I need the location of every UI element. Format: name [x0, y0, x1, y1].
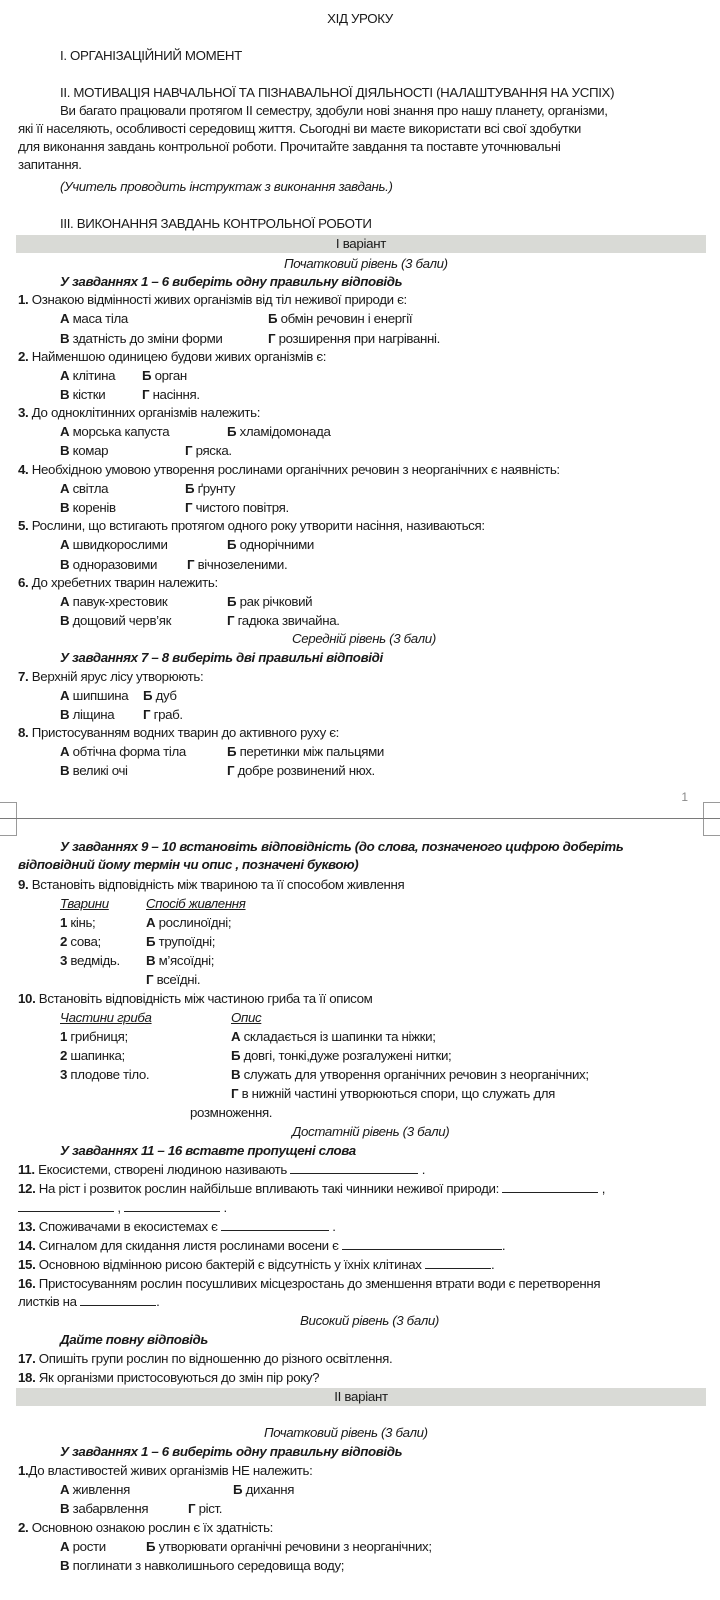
- item-marker: 9.: [18, 877, 29, 892]
- item-text: поглинати з навколишнього середовища воду;: [72, 1558, 345, 1573]
- answer-blank[interactable]: [425, 1256, 491, 1269]
- question-7: [18, 668, 203, 685]
- item-marker: Б: [233, 1482, 243, 1497]
- item-text: Ознакою відмінності живих організмів від тіл неживої природи є:: [31, 292, 407, 307]
- item-marker: Г: [143, 707, 151, 722]
- question-4: [18, 461, 560, 478]
- option: [143, 706, 183, 723]
- question-17: [18, 1350, 392, 1367]
- item-text: .: [490, 1257, 495, 1272]
- item-marker: Б: [227, 537, 237, 552]
- option: [143, 687, 177, 704]
- item-marker: Б: [227, 424, 237, 439]
- item-marker: Г: [188, 1501, 196, 1516]
- item-text: трупоїдні;: [158, 934, 216, 949]
- item-text: До властивостей живих організмів НЕ належить:: [28, 1463, 313, 1478]
- item-text: На ріст і розвиток рослин найбільше впливають такі чинники неживої природи:: [38, 1181, 499, 1196]
- item-marker: 1: [60, 1029, 68, 1044]
- item-text: орган: [154, 368, 187, 383]
- item-text: насіння.: [152, 387, 200, 402]
- item-text: Верхній ярус лісу утворюють:: [31, 669, 204, 684]
- item-marker: Г: [187, 557, 195, 572]
- page-corner-mark: [703, 802, 720, 819]
- item-text: Опишіть групи рослин по відношенню до різного освітлення.: [38, 1351, 393, 1366]
- item-text: однорічними: [239, 537, 314, 552]
- option: [227, 612, 340, 629]
- question-14: [18, 1237, 505, 1254]
- item-text: ,: [117, 1200, 121, 1215]
- section-1-heading: І. ОРГАНІЗАЦІЙНИЙ МОМЕНТ: [60, 48, 242, 63]
- item-text: гадюка звичайна.: [237, 613, 340, 628]
- section-2-para-line: Ви багато працювали протягом ІІ семестру, здобули нові знання про нашу планету, організми,: [60, 103, 608, 118]
- question-12: [18, 1180, 605, 1197]
- option: [188, 1500, 222, 1517]
- item-text: великі очі: [72, 763, 128, 778]
- section-3-heading: ІІІ. ВИКОНАННЯ ЗАВДАНЬ КОНТРОЛЬНОЇ РОБОТИ: [60, 216, 372, 231]
- item-marker: В: [60, 500, 70, 515]
- item-text: .: [223, 1200, 227, 1215]
- item-text: рости: [72, 1539, 106, 1554]
- item-marker: В: [60, 387, 70, 402]
- item-marker: Б: [146, 1539, 156, 1554]
- item-text: Встановіть відповідність між твариною та її способом живлення: [31, 877, 405, 892]
- item-text: рак річковий: [239, 594, 313, 609]
- item-marker: Г: [231, 1086, 239, 1101]
- match-left-item: [60, 1047, 125, 1064]
- item-text: граб.: [153, 707, 183, 722]
- item-marker: А: [146, 915, 156, 930]
- match-right-item: [231, 1028, 436, 1045]
- column-header: Частини гриба: [60, 1010, 152, 1025]
- item-text: Пристосуванням водних тварин до активного руху є:: [31, 725, 339, 740]
- item-marker: Б: [142, 368, 152, 383]
- item-text: Найменшою одиницею будови живих організмів є:: [31, 349, 327, 364]
- page-corner-mark: [0, 819, 17, 836]
- item-text: ряска.: [195, 443, 232, 458]
- level-heading: Початковий рівень (3 бали): [264, 1425, 428, 1440]
- variant-1-label: І варіант: [335, 236, 387, 251]
- option: [227, 593, 312, 610]
- item-text: швидкорослими: [72, 537, 168, 552]
- item-text: .: [156, 1294, 160, 1309]
- instruction: У завданнях 9 – 10 встановіть відповідність (до слова, позначеного цифрою доберіть: [60, 839, 624, 854]
- item-text: грибниця;: [70, 1029, 128, 1044]
- option: [185, 499, 289, 516]
- item-text: всеїдні.: [156, 972, 201, 987]
- item-marker: 18.: [18, 1370, 36, 1385]
- item-marker: В: [60, 557, 70, 572]
- option: [60, 1500, 148, 1517]
- item-marker: А: [60, 594, 70, 609]
- item-marker: 1: [60, 915, 68, 930]
- match-left-item: [60, 914, 95, 931]
- option: [60, 612, 171, 629]
- item-marker: 13.: [18, 1219, 36, 1234]
- option: [60, 1481, 130, 1498]
- item-text: листків на: [18, 1294, 77, 1309]
- item-text: чистого повітря.: [195, 500, 289, 515]
- option: [227, 536, 314, 553]
- item-text: ліщина: [72, 707, 115, 722]
- option: [227, 762, 375, 779]
- item-text: в нижній частині утворюються спори, що служать для: [241, 1086, 556, 1101]
- question-1: [18, 291, 407, 308]
- item-text: довгі, тонкі,дуже розгалужені нитки;: [243, 1048, 452, 1063]
- match-left-item: [60, 952, 120, 969]
- item-marker: Б: [231, 1048, 241, 1063]
- item-marker: 1.: [18, 292, 29, 307]
- item-marker: 10.: [18, 991, 36, 1006]
- item-marker: Г: [268, 331, 276, 346]
- match-right-item: [231, 1085, 555, 1102]
- item-text: утворювати органічні речовини з неорганічних;: [158, 1539, 432, 1554]
- item-marker: А: [60, 688, 70, 703]
- v2-question-2: [18, 1519, 273, 1536]
- option: [60, 762, 128, 779]
- option: [60, 386, 105, 403]
- answer-blank[interactable]: [221, 1218, 329, 1231]
- question-5: [18, 517, 485, 534]
- item-marker: 11.: [18, 1162, 35, 1177]
- item-text: маса тіла: [72, 311, 128, 326]
- instruction: У завданнях 11 – 16 вставте пропущені слова: [60, 1143, 356, 1158]
- item-marker: В: [60, 613, 70, 628]
- item-marker: 16.: [18, 1276, 36, 1291]
- item-text: плодове тіло.: [70, 1067, 150, 1082]
- question-6: [18, 574, 218, 591]
- item-marker: Г: [146, 972, 154, 987]
- level-heading: Високий рівень (3 бали): [300, 1313, 439, 1328]
- item-text: Сигналом для скидання листя рослинами восени є: [38, 1238, 339, 1253]
- item-marker: А: [60, 311, 70, 326]
- answer-blank[interactable]: [124, 1199, 220, 1212]
- instruction: У завданнях 7 – 8 виберіть дві правильні відповіді: [60, 650, 383, 665]
- item-marker: В: [146, 953, 156, 968]
- column-header: Тварини: [60, 896, 109, 911]
- item-text: До хребетних тварин належить:: [31, 575, 218, 590]
- variant-2-label: ІІ варіант: [334, 1389, 388, 1404]
- item-text: дихання: [245, 1482, 295, 1497]
- item-marker: Г: [185, 500, 193, 515]
- item-text: служать для утворення органічних речовин з неорганічних;: [243, 1067, 589, 1082]
- match-left-item: [60, 1028, 128, 1045]
- question-13: [18, 1218, 336, 1235]
- variant-2-banner: [16, 1388, 706, 1406]
- option: [60, 330, 222, 347]
- option: [60, 593, 167, 610]
- question-9: [18, 876, 404, 893]
- item-marker: 1.: [18, 1463, 29, 1478]
- item-text: дощовий черв’як: [72, 613, 172, 628]
- item-text: шипшина: [72, 688, 129, 703]
- match-left-item: [60, 933, 101, 950]
- question-10: [18, 990, 372, 1007]
- item-marker: 6.: [18, 575, 29, 590]
- match-right-item-cont: розмноження.: [190, 1105, 273, 1120]
- match-right-item: [146, 971, 200, 988]
- item-marker: 3: [60, 953, 68, 968]
- item-marker: 2.: [18, 1520, 29, 1535]
- item-text: дуб: [155, 688, 177, 703]
- instruction: Дайте повну відповідь: [60, 1332, 208, 1347]
- item-text: кінь;: [70, 915, 96, 930]
- question-2: [18, 348, 326, 365]
- page-break-line: [0, 818, 720, 819]
- question-12-cont: [18, 1199, 227, 1216]
- option: [60, 499, 116, 516]
- v2-question-1: [18, 1462, 312, 1479]
- option: [60, 423, 169, 440]
- item-text: рослиноїдні;: [158, 915, 232, 930]
- question-15: [18, 1256, 494, 1273]
- item-marker: Г: [185, 443, 193, 458]
- item-marker: Б: [146, 934, 156, 949]
- item-text: розширення при нагріванні.: [278, 331, 440, 346]
- question-8: [18, 724, 339, 741]
- item-marker: В: [60, 1501, 70, 1516]
- item-text: .: [421, 1162, 426, 1177]
- item-marker: 7.: [18, 669, 29, 684]
- answer-blank[interactable]: [502, 1180, 598, 1193]
- item-text: Основною відмінною рисою бактерій є відсутність у їхніх клітинах: [38, 1257, 422, 1272]
- item-marker: В: [60, 331, 70, 346]
- page-number: 1: [681, 790, 688, 804]
- item-marker: А: [60, 537, 70, 552]
- item-marker: 2: [60, 1048, 68, 1063]
- item-text: Як організми пристосовуються до змін пір року?: [38, 1370, 320, 1385]
- item-text: До одноклітинних організмів належить:: [31, 405, 261, 420]
- item-marker: 2: [60, 934, 68, 949]
- item-marker: 5.: [18, 518, 29, 533]
- item-marker: 2.: [18, 349, 29, 364]
- option: [142, 386, 200, 403]
- answer-blank[interactable]: [342, 1237, 502, 1250]
- item-text: .: [332, 1219, 336, 1234]
- question-18: [18, 1369, 319, 1386]
- item-text: ріст.: [198, 1501, 223, 1516]
- variant-1-banner: [16, 235, 706, 253]
- instruction: У завданнях 1 – 6 виберіть одну правильну відповідь: [60, 274, 403, 289]
- item-marker: 8.: [18, 725, 29, 740]
- option: [60, 367, 115, 384]
- match-right-item: [146, 952, 214, 969]
- option: [60, 1557, 344, 1574]
- option: [268, 330, 440, 347]
- item-text: шапинка;: [70, 1048, 125, 1063]
- item-text: обмін речовин і енергії: [280, 311, 413, 326]
- lesson-title: ХІД УРОКУ: [327, 11, 393, 26]
- item-text: перетинки між пальцями: [239, 744, 384, 759]
- item-text: ведмідь.: [70, 953, 120, 968]
- option: [60, 687, 128, 704]
- match-right-item: [146, 914, 231, 931]
- section-2-para-line: для виконання завдань контрольної роботи. Прочитайте завдання та поставте уточнювальні: [18, 139, 561, 154]
- item-text: Споживачами в екосистемах є: [38, 1219, 218, 1234]
- item-text: світла: [72, 481, 109, 496]
- item-marker: 17.: [18, 1351, 36, 1366]
- item-text: коренів: [72, 500, 116, 515]
- item-text: сова;: [70, 934, 101, 949]
- level-heading: Початковий рівень (3 бали): [284, 256, 448, 271]
- option: [60, 556, 157, 573]
- item-marker: 14.: [18, 1238, 36, 1253]
- item-marker: А: [231, 1029, 241, 1044]
- question-11: [18, 1161, 425, 1178]
- item-marker: В: [60, 763, 70, 778]
- option: [187, 556, 287, 573]
- item-marker: В: [60, 1558, 70, 1573]
- column-header: Опис: [231, 1010, 262, 1025]
- match-right-item: [146, 933, 215, 950]
- item-text: обтічна форма тіла: [72, 744, 186, 759]
- item-text: Пристосуванням рослин посушливих місцезростань до зменшення втрати води є перетворення: [38, 1276, 601, 1291]
- item-marker: Б: [143, 688, 153, 703]
- item-marker: Б: [185, 481, 195, 496]
- option: [60, 480, 108, 497]
- item-text: здатність до зміни форми: [72, 331, 223, 346]
- answer-blank[interactable]: [18, 1199, 114, 1212]
- section-2-para-line: які її населяють, особливості середовищ життя. Сьогодні ви маєте використати всі свої здобутки: [18, 121, 581, 136]
- section-2-para-line: запитання.: [18, 157, 82, 172]
- item-text: павук-хрестовик: [72, 594, 168, 609]
- page-corner-mark: [0, 802, 17, 819]
- question-16: [18, 1275, 600, 1292]
- item-marker: Г: [227, 763, 235, 778]
- level-heading: Середній рівень (3 бали): [292, 631, 436, 646]
- option: [268, 310, 412, 327]
- option: [146, 1538, 432, 1555]
- option: [227, 743, 384, 760]
- item-marker: 12.: [18, 1181, 36, 1196]
- item-text: Встановіть відповідність між частиною гриба та її описом: [38, 991, 373, 1006]
- item-text: одноразовими: [72, 557, 158, 572]
- item-text: Необхідною умовою утворення рослинами органічних речовин з неорганічних є наявність:: [31, 462, 560, 477]
- item-marker: А: [60, 424, 70, 439]
- page-corner-mark: [703, 819, 720, 836]
- item-marker: А: [60, 481, 70, 496]
- item-marker: А: [60, 368, 70, 383]
- option: [233, 1481, 294, 1498]
- instruction: відповідний йому термін чи опис , позначені буквою): [18, 857, 359, 872]
- item-marker: А: [60, 744, 70, 759]
- option: [227, 423, 331, 440]
- option: [142, 367, 187, 384]
- instruction: У завданнях 1 – 6 виберіть одну правильну відповідь: [60, 1444, 403, 1459]
- option: [60, 1538, 106, 1555]
- item-marker: 4.: [18, 462, 29, 477]
- item-marker: 3: [60, 1067, 68, 1082]
- item-marker: Б: [268, 311, 278, 326]
- section-2-heading: ІІ. МОТИВАЦІЯ НАВЧАЛЬНОЇ ТА ПІЗНАВАЛЬНОЇ ДІЯЛЬНОСТІ (НАЛАШТУВАННЯ НА УСПІХ): [60, 85, 615, 100]
- item-marker: 3.: [18, 405, 29, 420]
- item-marker: В: [60, 443, 70, 458]
- option: [60, 310, 128, 327]
- item-text: забарвлення: [72, 1501, 149, 1516]
- item-marker: 15.: [18, 1257, 36, 1272]
- teacher-note: (Учитель проводить інструктаж з виконання завдань.): [60, 179, 393, 194]
- item-text: комар: [72, 443, 109, 458]
- item-text: живлення: [72, 1482, 130, 1497]
- item-marker: Г: [142, 387, 150, 402]
- item-text: клітина: [72, 368, 116, 383]
- item-text: кістки: [72, 387, 106, 402]
- item-text: складається із шапинки та ніжки;: [243, 1029, 436, 1044]
- column-header: Спосіб живлення: [146, 896, 246, 911]
- question-3: [18, 404, 260, 421]
- item-marker: Г: [227, 613, 235, 628]
- option: [60, 442, 108, 459]
- item-text: Екосистеми, створені людиною називають: [38, 1162, 287, 1177]
- item-text: вічнозеленими.: [197, 557, 288, 572]
- item-text: хламідомонада: [239, 424, 331, 439]
- answer-blank[interactable]: [290, 1161, 418, 1174]
- option: [60, 536, 168, 553]
- item-text: ,: [601, 1181, 606, 1196]
- item-marker: Б: [227, 594, 237, 609]
- match-right-item: [231, 1066, 589, 1083]
- item-text: м’ясоїдні;: [158, 953, 215, 968]
- level-heading: Достатній рівень (3 бали): [292, 1124, 450, 1139]
- item-marker: Б: [227, 744, 237, 759]
- question-16-cont: [18, 1293, 159, 1310]
- item-text: добре розвинений нюх.: [237, 763, 375, 778]
- option: [185, 480, 235, 497]
- item-text: ґрунту: [197, 481, 236, 496]
- option: [185, 442, 232, 459]
- item-text: .: [501, 1238, 506, 1253]
- item-text: Рослини, що встигають протягом одного року утворити насіння, називаються:: [31, 518, 485, 533]
- option: [60, 706, 114, 723]
- item-marker: А: [60, 1539, 70, 1554]
- match-left-item: [60, 1066, 149, 1083]
- item-marker: В: [60, 707, 70, 722]
- item-text: Основною ознакою рослин є їх здатність:: [31, 1520, 274, 1535]
- match-right-item: [231, 1047, 451, 1064]
- item-marker: В: [231, 1067, 241, 1082]
- answer-blank[interactable]: [80, 1293, 156, 1306]
- item-marker: А: [60, 1482, 70, 1497]
- option: [60, 743, 186, 760]
- item-text: морська капуста: [72, 424, 170, 439]
